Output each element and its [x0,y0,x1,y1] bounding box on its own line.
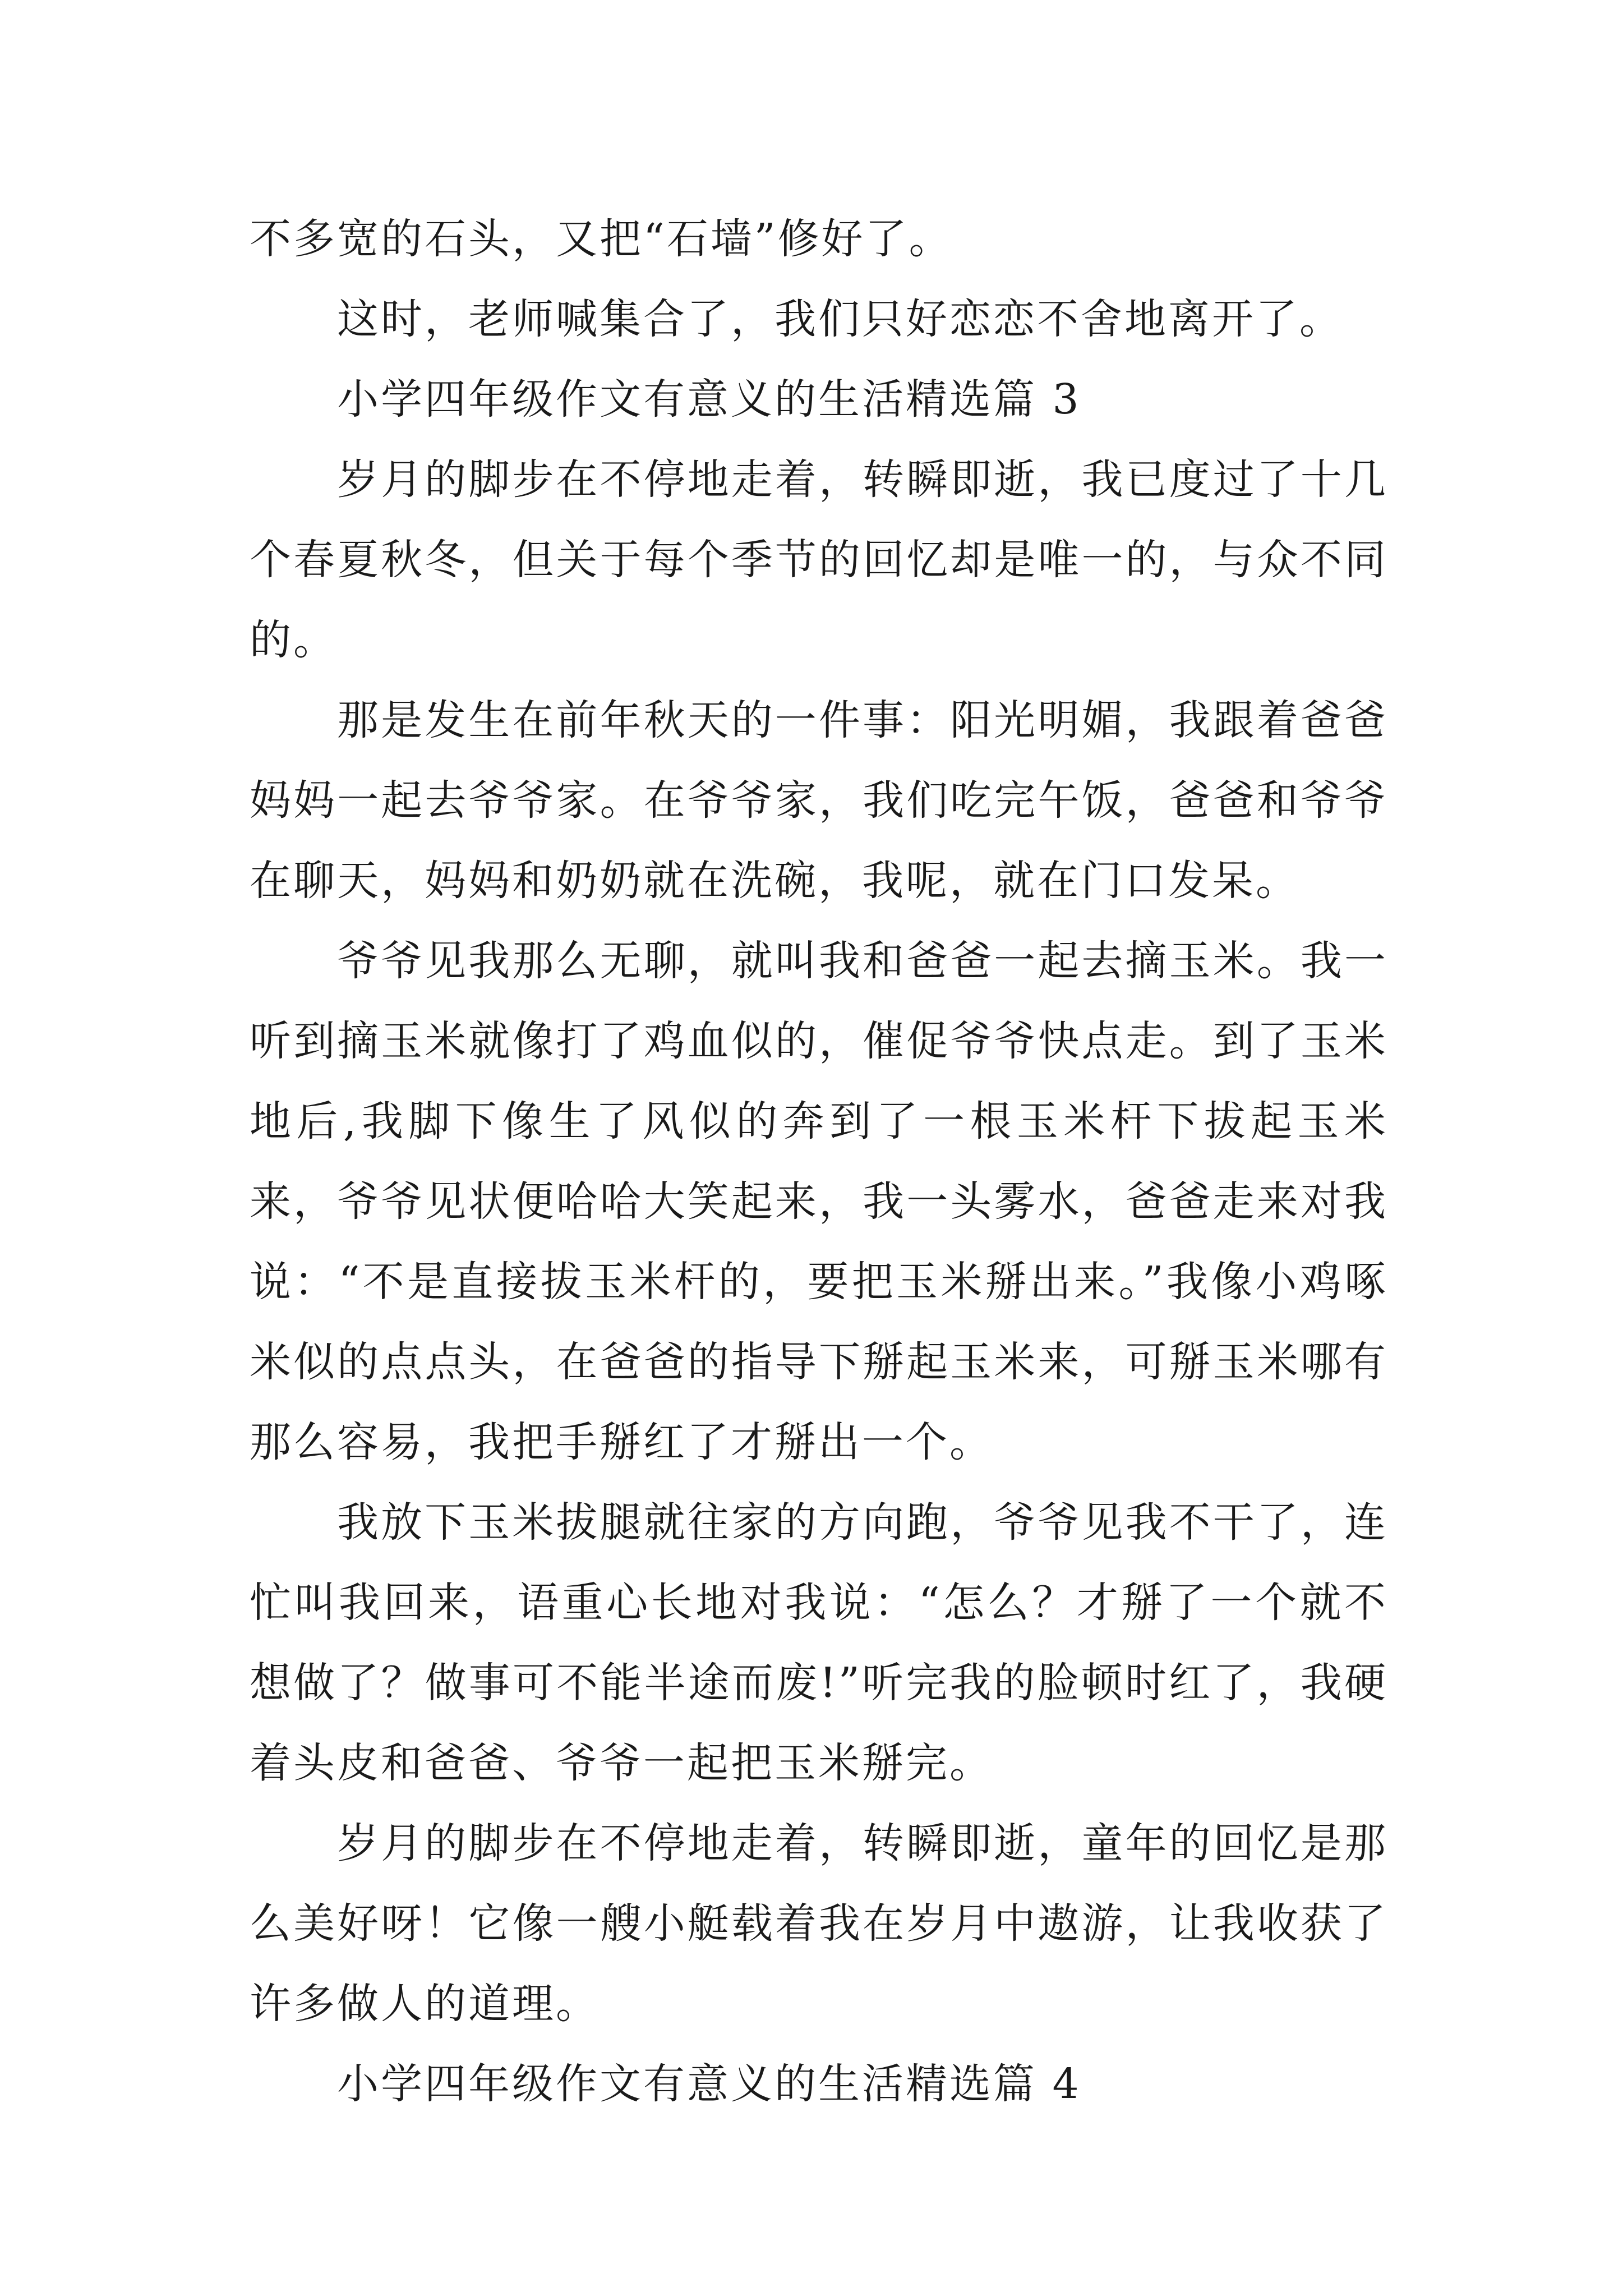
paragraph: 岁月的脚步在不停地走着，转瞬即逝，童年的回忆是那么美好呀！它像一艘小艇载着我在岁月中遨游，让我收获了许多做人的道理。 [250,1819,1388,2028]
paragraph: 爷爷见我那么无聊，就叫我和爸爸一起去摘玉米。我一听到摘玉米就像打了鸡血似的，催促爷爷快点走。到了玉米地后,我脚下像生了风似的奔到了一根玉米杆下拔起玉米来，爷爷见状便哈哈大笑起来，我一头雾水，爸爸走来对我说：“不是直接拔玉米杆的，要把玉米掰出来。”我像小鸡啄米似的点点头，在爸爸的指导下掰起玉米来，可掰玉米哪有那么容易，我把手掰红了才掰出一个。 [250,937,1388,1466]
paragraph: 岁月的脚步在不停地走着，转瞬即逝，我已度过了十几个春夏秋冬，但关于每个季节的回忆却是唯一的，与众不同的。 [250,455,1388,664]
paragraph: 那是发生在前年秋天的一件事：阳光明媚，我跟着爸爸妈妈一起去爷爷家。在爷爷家，我们吃完午饭，爸爸和爷爷在聊天，妈妈和奶奶就在洗碗，我呢，就在门口发呆。 [250,696,1388,905]
section-heading: 小学四年级作文有意义的生活精选篇 4 [337,2060,1081,2108]
document-body [250,199,1388,2124]
paragraph: 这时，老师喊集合了，我们只好恋恋不舍地离开了。 [337,295,1343,343]
section-heading: 小学四年级作文有意义的生活精选篇 3 [337,375,1081,424]
paragraph-continuation: 不多宽的石头，又把“石墙”修好了。 [250,215,953,263]
paragraph: 我放下玉米拔腿就往家的方向跑，爷爷见我不干了，连忙叫我回来，语重心长地对我说：“怎么？才掰了一个就不想做了？做事可不能半途而废!”听完我的脸顿时红了，我硬着头皮和爸爸、爷爷一起把玉米掰完。 [250,1498,1388,1787]
